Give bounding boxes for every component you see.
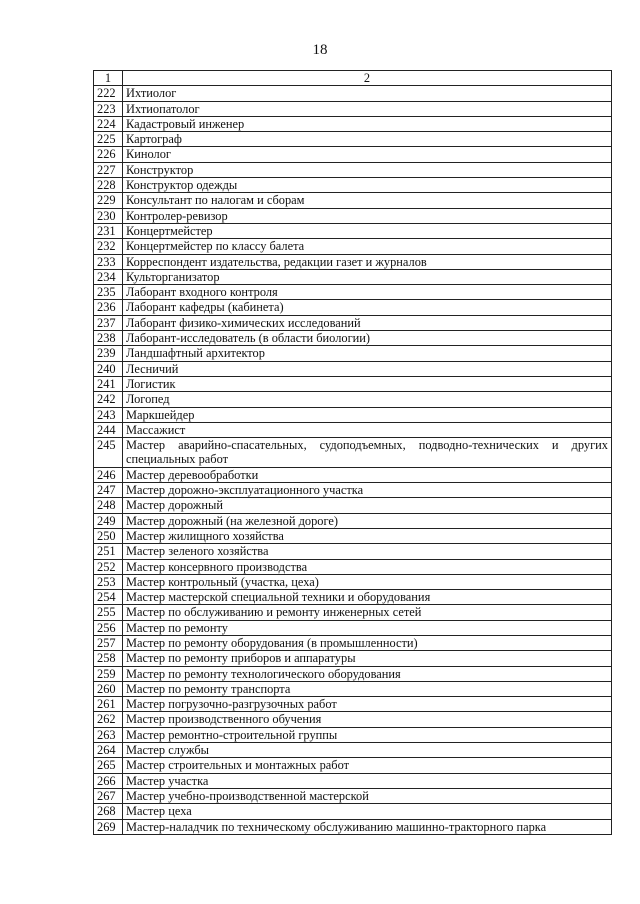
- row-number: 246: [94, 467, 123, 482]
- profession-name: Лаборант кафедры (кабинета): [123, 300, 612, 315]
- row-number: 230: [94, 208, 123, 223]
- page-number: 18: [312, 42, 328, 58]
- profession-name: Мастер дорожно-эксплуатационного участка: [123, 483, 612, 498]
- row-number: 235: [94, 285, 123, 300]
- profession-name: Концертмейстер по классу балета: [123, 239, 612, 254]
- table-row: [94, 407, 612, 422]
- table-row: [94, 635, 612, 650]
- row-number: 242: [94, 392, 123, 407]
- row-number: 268: [94, 804, 123, 819]
- profession-name: Мастер по ремонту транспорта: [123, 681, 612, 696]
- table-row: [94, 819, 612, 834]
- table-row: [94, 559, 612, 574]
- row-number: 233: [94, 254, 123, 269]
- table-row: [94, 605, 612, 620]
- row-number: 226: [94, 147, 123, 162]
- profession-name: Мастер учебно-производственной мастерской: [123, 788, 612, 803]
- table-row: [94, 178, 612, 193]
- profession-name: Культорганизатор: [123, 269, 612, 284]
- row-number: 239: [94, 346, 123, 361]
- table-row: [94, 697, 612, 712]
- profession-name: Мастер цеха: [123, 804, 612, 819]
- profession-name: Мастер ремонтно-строительной группы: [123, 727, 612, 742]
- column-header-name: 2: [123, 71, 612, 86]
- table-row: [94, 528, 612, 543]
- profession-name: Контролер-ревизор: [123, 208, 612, 223]
- profession-name: Маркшейдер: [123, 407, 612, 422]
- profession-name: Мастер жилищного хозяйства: [123, 528, 612, 543]
- table-row: [94, 743, 612, 758]
- row-number: 240: [94, 361, 123, 376]
- professions-table: [93, 70, 612, 835]
- row-number: 258: [94, 651, 123, 666]
- row-number: 254: [94, 590, 123, 605]
- profession-name: Мастер по ремонту приборов и аппаратуры: [123, 651, 612, 666]
- row-number: 222: [94, 86, 123, 101]
- table-row: [94, 804, 612, 819]
- table-row: [94, 574, 612, 589]
- profession-name: Мастер дорожный: [123, 498, 612, 513]
- table-row: [94, 513, 612, 528]
- row-number: 229: [94, 193, 123, 208]
- table-row: [94, 285, 612, 300]
- profession-name: Мастер по ремонту: [123, 620, 612, 635]
- profession-name: Мастер дорожный (на железной дороге): [123, 513, 612, 528]
- row-number: 265: [94, 758, 123, 773]
- row-number: 267: [94, 788, 123, 803]
- table-row: [94, 239, 612, 254]
- profession-name: Концертмейстер: [123, 223, 612, 238]
- row-number: 247: [94, 483, 123, 498]
- profession-name: Мастер мастерской специальной техники и оборудования: [123, 590, 612, 605]
- table-row: [94, 193, 612, 208]
- row-number: 264: [94, 743, 123, 758]
- profession-name: Ландшафтный архитектор: [123, 346, 612, 361]
- profession-name: Лаборант входного контроля: [123, 285, 612, 300]
- row-number: 237: [94, 315, 123, 330]
- profession-name: Мастер участка: [123, 773, 612, 788]
- row-number: 245: [94, 438, 123, 468]
- row-number: 266: [94, 773, 123, 788]
- row-number: 263: [94, 727, 123, 742]
- table-row: [94, 651, 612, 666]
- row-number: 224: [94, 116, 123, 131]
- table-row: [94, 467, 612, 482]
- table-row: [94, 361, 612, 376]
- profession-name: Мастер по обслуживанию и ремонту инженерных сетей: [123, 605, 612, 620]
- row-number: 223: [94, 101, 123, 116]
- table-row: [94, 422, 612, 437]
- row-number: 228: [94, 178, 123, 193]
- row-number: 269: [94, 819, 123, 834]
- table-row: [94, 147, 612, 162]
- row-number: 225: [94, 132, 123, 147]
- table-row: [94, 620, 612, 635]
- row-number: 255: [94, 605, 123, 620]
- table-row: [94, 590, 612, 605]
- profession-name: Лесничий: [123, 361, 612, 376]
- table-row: [94, 116, 612, 131]
- row-number: 236: [94, 300, 123, 315]
- table-row: [94, 254, 612, 269]
- table-row: [94, 376, 612, 391]
- profession-name: Конструктор: [123, 162, 612, 177]
- table-body: [94, 86, 612, 835]
- table-row: [94, 208, 612, 223]
- profession-name: Конструктор одежды: [123, 178, 612, 193]
- profession-name: Мастер погрузочно-разгрузочных работ: [123, 697, 612, 712]
- row-number: 248: [94, 498, 123, 513]
- table-row: [94, 300, 612, 315]
- profession-name: Мастер аварийно-спасательных, судоподъемных, подводно-технических и других специальных работ: [123, 438, 612, 468]
- row-number: 231: [94, 223, 123, 238]
- row-number: 256: [94, 620, 123, 635]
- profession-name: Кинолог: [123, 147, 612, 162]
- row-number: 232: [94, 239, 123, 254]
- row-number: 262: [94, 712, 123, 727]
- profession-name: Консультант по налогам и сборам: [123, 193, 612, 208]
- profession-name: Логопед: [123, 392, 612, 407]
- table-row: [94, 438, 612, 468]
- table-row: [94, 392, 612, 407]
- row-number: 244: [94, 422, 123, 437]
- table-row: [94, 758, 612, 773]
- profession-name: Кадастровый инженер: [123, 116, 612, 131]
- table-row: [94, 132, 612, 147]
- profession-name: Мастер по ремонту технологического оборудования: [123, 666, 612, 681]
- profession-name: Ихтиолог: [123, 86, 612, 101]
- row-number: 259: [94, 666, 123, 681]
- table-row: [94, 483, 612, 498]
- table-row: [94, 544, 612, 559]
- row-number: 252: [94, 559, 123, 574]
- table-row: [94, 773, 612, 788]
- profession-name: Мастер по ремонту оборудования (в промышленности): [123, 635, 612, 650]
- profession-name: Лаборант физико-химических исследований: [123, 315, 612, 330]
- profession-name: Мастер контрольный (участка, цеха): [123, 574, 612, 589]
- row-number: 243: [94, 407, 123, 422]
- row-number: 241: [94, 376, 123, 391]
- table-row: [94, 727, 612, 742]
- table-row: [94, 162, 612, 177]
- table-row: [94, 315, 612, 330]
- profession-name: Мастер строительных и монтажных работ: [123, 758, 612, 773]
- table-row: [94, 269, 612, 284]
- profession-name: Мастер службы: [123, 743, 612, 758]
- row-number: 249: [94, 513, 123, 528]
- table-row: [94, 86, 612, 101]
- profession-name: Мастер консервного производства: [123, 559, 612, 574]
- table-header-row: [94, 71, 612, 86]
- row-number: 257: [94, 635, 123, 650]
- table-row: [94, 666, 612, 681]
- table-row: [94, 331, 612, 346]
- table-row: [94, 712, 612, 727]
- profession-name: Корреспондент издательства, редакции газет и журналов: [123, 254, 612, 269]
- row-number: 261: [94, 697, 123, 712]
- profession-name: Мастер зеленого хозяйства: [123, 544, 612, 559]
- profession-name: Мастер-наладчик по техническому обслуживанию машинно-тракторного парка: [123, 819, 612, 834]
- profession-name: Ихтиопатолог: [123, 101, 612, 116]
- profession-name: Мастер деревообработки: [123, 467, 612, 482]
- column-header-number: 1: [94, 71, 123, 86]
- table-row: [94, 223, 612, 238]
- table-row: [94, 788, 612, 803]
- profession-name: Мастер производственного обучения: [123, 712, 612, 727]
- row-number: 253: [94, 574, 123, 589]
- row-number: 251: [94, 544, 123, 559]
- table-row: [94, 101, 612, 116]
- profession-name: Логистик: [123, 376, 612, 391]
- table-row: [94, 346, 612, 361]
- row-number: 238: [94, 331, 123, 346]
- row-number: 260: [94, 681, 123, 696]
- profession-name: Лаборант-исследователь (в области биологии): [123, 331, 612, 346]
- row-number: 227: [94, 162, 123, 177]
- row-number: 234: [94, 269, 123, 284]
- table-row: [94, 681, 612, 696]
- table-row: [94, 498, 612, 513]
- row-number: 250: [94, 528, 123, 543]
- profession-name: Картограф: [123, 132, 612, 147]
- profession-name: Массажист: [123, 422, 612, 437]
